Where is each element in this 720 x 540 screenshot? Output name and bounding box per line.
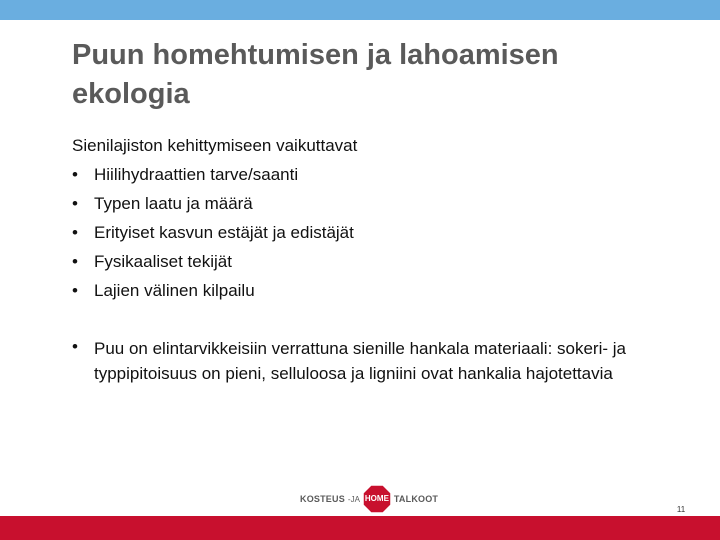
intro-text: Sienilajiston kehittymiseen vaikuttavat [72,136,358,155]
stop-sign-icon [362,484,392,514]
slide-title: Puun homehtumisen ja lahoamisen ekologia [72,39,559,110]
slide-content [72,131,672,386]
list-item: • Erityiset kasvun estäjät ja edistäjät [72,218,672,247]
logo-right-word: TALKOOT [393,494,439,504]
bottom-accent-bar [0,516,720,540]
list-item: • Hiilihydraattien tarve/saanti [72,160,672,189]
top-accent-bar [0,0,720,20]
kosteus-ja-hometalkoot-logo [300,484,438,514]
list-item: • Typen laatu ja määrä [72,189,672,218]
list-item: • Fysikaaliset tekijät [72,247,672,276]
list-item: • Puu on elintarvikkeisiin verrattuna sienille hankala materiaali: sokeri- ja typpipitoisuus on pieni, selluloosa ja ligniini ovat hankalia hajotettavia [72,334,672,386]
list-item: • Lajien välinen kilpailu [72,276,672,305]
page-number: 11 [676,505,686,514]
factor-list [72,160,672,305]
logo-left-word: KOSTEUS [300,494,345,504]
logo-connector: -JA [347,494,360,504]
wood-material-list [72,334,672,386]
logo-badge-text: HOME [364,494,389,503]
